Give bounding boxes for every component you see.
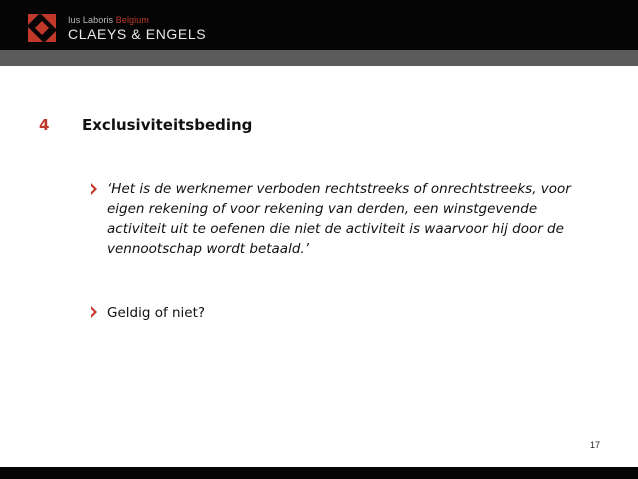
bullet-question-text: Geldig of niet? — [107, 305, 206, 321]
section-number: 4 — [39, 116, 50, 134]
chevron-right-icon — [90, 306, 98, 318]
page-number: 17 — [590, 440, 601, 450]
chevron-right-icon — [90, 183, 98, 195]
section-title: Exclusiviteitsbeding — [82, 116, 253, 134]
claeys-engels-logo-icon — [28, 14, 56, 42]
logo-tagline-prefix: Ius Laboris — [68, 15, 116, 25]
logo-tagline — [68, 15, 149, 25]
logo-name: CLAEYS & ENGELS — [68, 26, 207, 42]
bullet-quote-text: ‘Het is de werknemer verboden rechtstreeks of onrechtstreeks, voor eigen rekening of voor rekening van derden, een winstgevende activiteit uit te oefenen die niet de activiteit is waarvoor hij door de vennootschap wordt betaald.’ — [107, 181, 571, 257]
header-sub-bar — [0, 50, 638, 66]
logo-tagline-accent: Belgium — [115, 15, 149, 25]
header-bar — [0, 0, 638, 50]
footer-bar — [0, 467, 638, 479]
